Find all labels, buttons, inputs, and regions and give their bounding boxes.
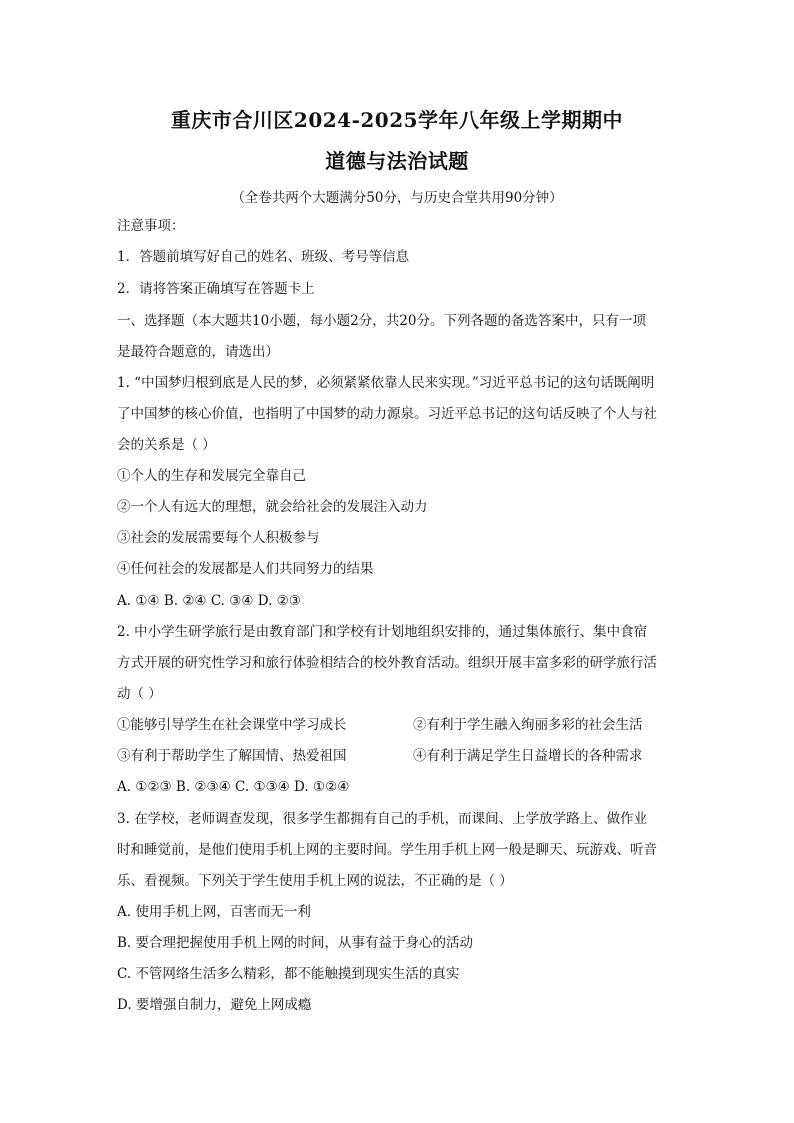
q2-statement-row-1 — [117, 715, 682, 735]
q2-stem-line-1: 2. 中小学生研学旅行是由教育部门和学校有计划地组织安排的，通过集体旅行、集中食宿 — [117, 624, 648, 640]
q2-statement-1: ①能够引导学生在社会课堂中学习成长 — [117, 717, 347, 733]
q3-option-b: B. 要合理把握使用手机上网的时间，从事有益于身心的活动 — [117, 935, 474, 951]
q2-statement-2: ②有利于学生融入绚丽多彩的社会生活 — [413, 717, 643, 733]
q2-stem-line-2: 方式开展的研究性学习和旅行体验相结合的校外教育活动。组织开展丰富多彩的研学旅行活 — [117, 655, 657, 671]
q1-stem-line-1: 1. “中国梦归根到底是人民的梦，必须紧紧依靠人民来实现。”习近平总书记的这句话既阐明 — [117, 375, 655, 391]
notes-item-1: 1．答题前填写好自己的姓名、班级、考号等信息 — [117, 249, 410, 265]
q1-statement-4: ④任何社会的发展都是人们共同努力的结果 — [117, 561, 374, 577]
notes-heading: 注意事项： — [117, 218, 185, 234]
q1-options: A. ①④ B. ②④ C. ③④ D. ②③ — [117, 593, 301, 609]
exam-subject-title: 道德与法治试题 — [325, 149, 469, 173]
q2-statement-row-2 — [117, 746, 682, 766]
q1-statement-2: ②一个人有远大的理想，就会给社会的发展注入动力 — [117, 499, 428, 515]
q3-stem-line-1: 3. 在学校，老师调查发现，很多学生都拥有自己的手机，而课间、上学放学路上、做作业 — [117, 811, 648, 827]
section-intro-line-1: 一、选择题（本大题共10小题，每小题2分，共20分。下列各题的备选答案中，只有一项 — [117, 313, 646, 329]
q2-statement-4: ④有利于满足学生日益增长的各种需求 — [413, 748, 643, 764]
q3-option-d: D. 要增强自制力，避免上网成瘾 — [117, 997, 312, 1013]
q2-stem-line-3: 动（ ） — [117, 686, 162, 702]
q3-option-c: C. 不管网络生活多么精彩，都不能触摸到现实生活的真实 — [117, 966, 460, 982]
exam-subtitle: （全卷共两个大题满分50分，与历史合堂共用90分钟） — [231, 190, 563, 206]
notes-item-2: 2．请将答案正确填写在答题卡上 — [117, 281, 315, 297]
q3-stem-line-2: 时和睡觉前，是他们使用手机上网的主要时间。学生用手机上网一般是聊天、玩游戏、听音 — [117, 842, 657, 858]
q2-options: A. ①②③ B. ②③④ C. ①③④ D. ①②④ — [117, 779, 350, 795]
exam-title: 重庆市合川区2024-2025学年八年级上学期期中 — [170, 108, 624, 132]
q2-statement-3: ③有利于帮助学生了解国情、热爱祖国 — [117, 748, 347, 764]
q1-statement-3: ③社会的发展需要每个人积极参与 — [117, 530, 320, 546]
q3-stem-line-3: 乐、看视频。下列关于学生使用手机上网的说法，不正确的是（ ） — [117, 873, 513, 889]
q1-stem-line-3: 会的关系是（ ） — [117, 437, 216, 453]
q3-option-a: A. 使用手机上网，百害而无一利 — [117, 904, 311, 920]
section-intro-line-2: 是最符合题意的，请选出） — [117, 344, 279, 360]
q1-statement-1: ①个人的生存和发展完全靠自己 — [117, 468, 306, 484]
q1-stem-line-2: 了中国梦的核心价值，也指明了中国梦的动力源泉。习近平总书记的这句话反映了个人与社 — [117, 406, 657, 422]
